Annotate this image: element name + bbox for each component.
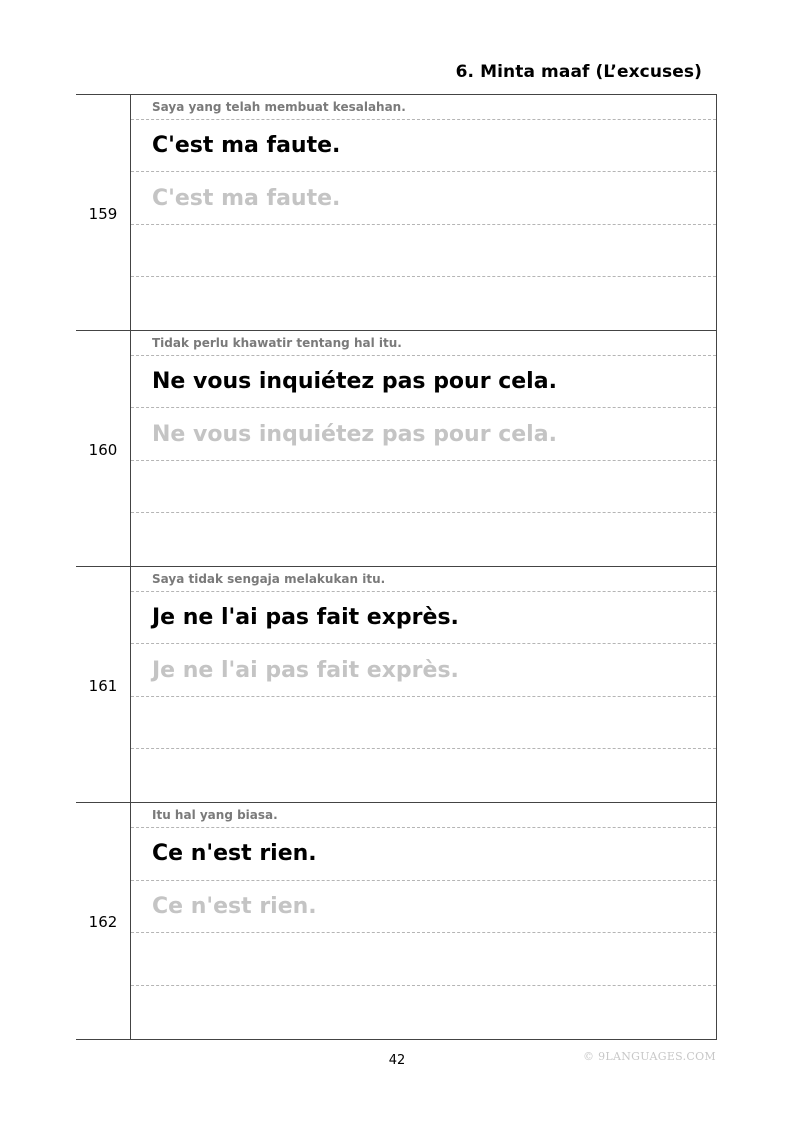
practice-entry (76, 331, 716, 567)
model-phrase: C'est ma faute. (131, 120, 716, 173)
writing-lines (131, 567, 716, 802)
practice-entry (76, 95, 716, 331)
model-phrase: Je ne l'ai pas fait exprès. (131, 592, 716, 645)
writing-lines (131, 331, 716, 566)
translation-hint: Saya tidak sengaja melakukan itu. (131, 567, 716, 592)
translation-hint: Itu hal yang biasa. (131, 803, 716, 828)
translation-hint: Tidak perlu khawatir tentang hal itu. (131, 331, 716, 356)
trace-phrase: Ne vous inquiétez pas pour cela. (131, 408, 716, 461)
practice-entry (76, 567, 716, 803)
blank-writing-line (131, 986, 716, 1039)
blank-writing-line (131, 933, 716, 986)
entry-number: 160 (76, 331, 131, 566)
writing-lines (131, 95, 716, 330)
blank-writing-line (131, 513, 716, 566)
section-title: 6. Minta maaf (L’excuses) (455, 62, 702, 82)
trace-phrase: C'est ma faute. (131, 172, 716, 225)
trace-phrase: Je ne l'ai pas fait exprès. (131, 644, 716, 697)
model-phrase: Ce n'est rien. (131, 828, 716, 881)
blank-writing-line (131, 697, 716, 750)
model-phrase: Ne vous inquiétez pas pour cela. (131, 356, 716, 409)
blank-writing-line (131, 225, 716, 278)
practice-entry (76, 803, 716, 1039)
entry-number: 161 (76, 567, 131, 802)
copyright-notice: © 9LANGUAGES.COM (583, 1050, 716, 1063)
writing-lines (131, 803, 716, 1039)
entry-number: 162 (76, 803, 131, 1039)
trace-phrase: Ce n'est rien. (131, 881, 716, 934)
blank-writing-line (131, 749, 716, 802)
entry-number: 159 (76, 95, 131, 330)
translation-hint: Saya yang telah membuat kesalahan. (131, 95, 716, 120)
blank-writing-line (131, 461, 716, 514)
practice-sheet (76, 94, 717, 1040)
blank-writing-line (131, 277, 716, 330)
page-number: 42 (388, 1053, 406, 1068)
